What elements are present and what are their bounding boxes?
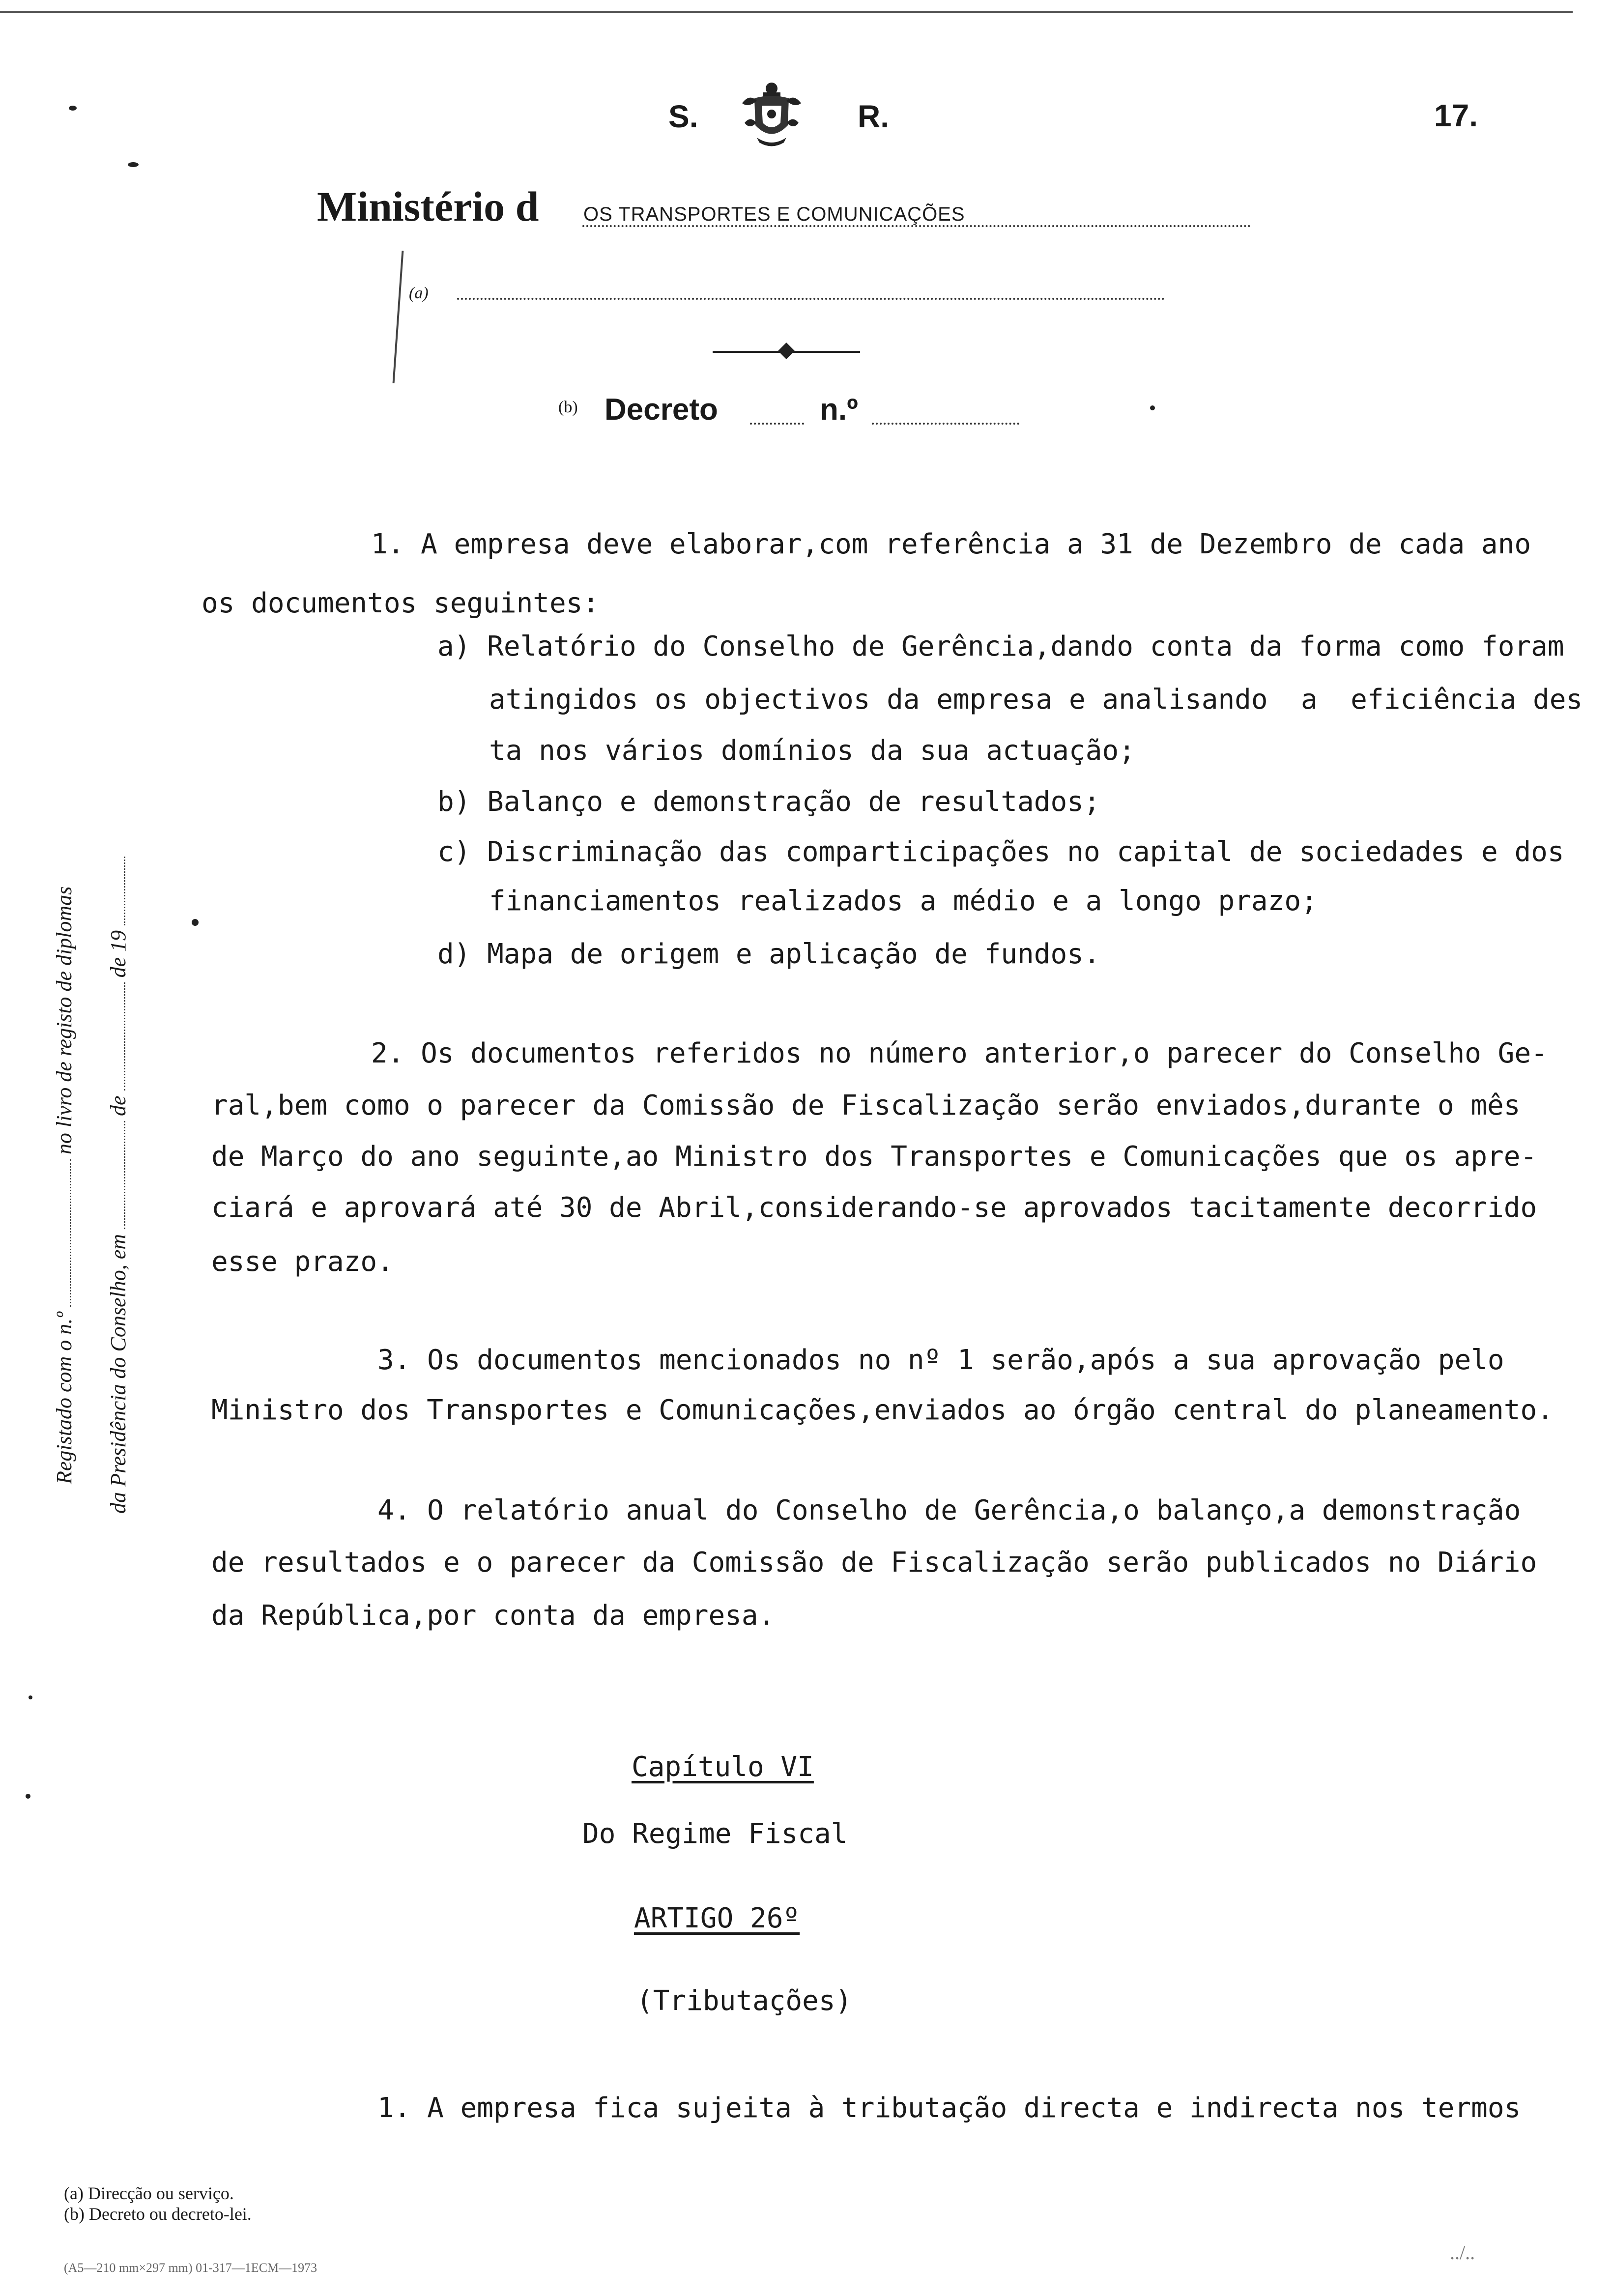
bottom-continuation-mark: ../.. bbox=[1450, 2241, 1475, 2264]
paragraph-2-line-3: de Março do ano seguinte,ao Ministro dos Transportes e Comunicações que os apre- bbox=[211, 1141, 1537, 1173]
scan-speck bbox=[192, 919, 199, 926]
ministry-name: OS TRANSPORTES E COMUNICAÇÕES bbox=[583, 203, 965, 225]
margin-stroke bbox=[393, 251, 404, 383]
ornament-diamond-icon bbox=[778, 343, 795, 359]
margin-date-note bbox=[106, 852, 131, 1514]
scan-speck bbox=[128, 162, 139, 167]
paragraph-3-line-1: 3. Os documentos mencionados no nº 1 serão,após a sua aprovação pelo bbox=[377, 1344, 1504, 1376]
paragraph-1-line-1: 1. A empresa deve elaborar,com referência a 31 de Dezembro de cada ano bbox=[371, 528, 1531, 560]
item-b: b) Balanço e demonstração de resultados; bbox=[437, 786, 1100, 818]
page-number: 17. bbox=[1434, 98, 1478, 133]
field-a-dotted-line bbox=[457, 298, 1165, 300]
paragraph-2-line-1: 2. Os documentos referidos no número anterior,o parecer do Conselho Ge- bbox=[371, 1037, 1548, 1069]
paragraph-4-line-3: da República,por conta da empresa. bbox=[211, 1600, 775, 1632]
article-title: (Tributações) bbox=[636, 1985, 852, 2017]
number-label: n.º bbox=[820, 393, 858, 427]
item-c-line-2: financiamentos realizados a médio e a longo prazo; bbox=[489, 885, 1318, 917]
scan-speck bbox=[26, 1794, 30, 1799]
paragraph-2-line-5: esse prazo. bbox=[211, 1246, 394, 1278]
top-border-line bbox=[0, 11, 1573, 13]
field-a-label: (a) bbox=[409, 284, 429, 302]
ministry-dotted-line bbox=[582, 225, 1251, 227]
scan-speck bbox=[1150, 405, 1155, 410]
item-a-line-2: atingidos os objectivos da empresa e analisando a eficiência des bbox=[489, 684, 1583, 716]
paragraph-2-line-4: ciará e aprovará até 30 de Abril,considerando-se aprovados tacitamente decorrido bbox=[211, 1192, 1537, 1224]
margin-note-part4: de bbox=[106, 1095, 130, 1116]
coat-of-arms-icon bbox=[740, 79, 804, 150]
footnote-a: (a) Direcção ou serviço. bbox=[64, 2183, 234, 2203]
paragraph-3-line-2: Ministro dos Transportes e Comunicações,enviados ao órgão central do planeamento. bbox=[211, 1394, 1554, 1426]
ministry-prefix: Ministério d bbox=[317, 183, 539, 230]
footnote-b: (b) Decreto ou decreto-lei. bbox=[64, 2204, 252, 2224]
margin-note-part1: Registado com o n.º bbox=[52, 1312, 76, 1484]
paragraph-5-line-1: 1. A empresa fica sujeita à tributação directa e indirecta nos termos bbox=[377, 2092, 1521, 2124]
chapter-title: Do Regime Fiscal bbox=[582, 1818, 848, 1850]
article-heading: ARTIGO 26º bbox=[634, 1902, 800, 1934]
field-b-label: (b) bbox=[558, 398, 578, 416]
paragraph-2-line-2: ral,bem como o parecer da Comissão de Fiscalização serão enviados,durante o mês bbox=[211, 1090, 1521, 1121]
paragraph-1-line-2: os documentos seguintes: bbox=[202, 587, 600, 619]
item-a-line-3: ta nos vários domínios da sua actuação; bbox=[489, 735, 1135, 767]
printer-imprint: (A5—210 mm×297 mm) 01-317—1ECM—1973 bbox=[64, 2261, 317, 2275]
paragraph-4-line-1: 4. O relatório anual do Conselho de Gerência,o balanço,a demonstração bbox=[377, 1494, 1521, 1526]
margin-note-part3: da Presidência do Conselho, em bbox=[106, 1234, 130, 1514]
item-d: d) Mapa de origem e aplicação de fundos. bbox=[437, 938, 1100, 970]
chapter-heading: Capítulo VI bbox=[632, 1751, 814, 1783]
margin-note-part5: de 19 bbox=[106, 930, 130, 978]
decreto-label: Decreto bbox=[604, 393, 718, 427]
paragraph-4-line-2: de resultados e o parecer da Comissão de Fiscalização serão publicados no Diário bbox=[211, 1547, 1537, 1578]
r-label: R. bbox=[858, 99, 889, 134]
item-a-line-1: a) Relatório do Conselho de Gerência,dando conta da forma como foram bbox=[437, 631, 1564, 662]
margin-registration-note bbox=[52, 887, 77, 1484]
margin-note-part2: no livro de registo de diplomas bbox=[52, 886, 76, 1155]
decreto-type-dotted-line bbox=[750, 423, 804, 425]
s-label: S. bbox=[668, 99, 698, 134]
decree-number-dotted-line bbox=[872, 423, 1019, 425]
scan-speck bbox=[29, 1695, 32, 1699]
item-c-line-1: c) Discriminação das comparticipações no capital de sociedades e dos bbox=[437, 836, 1564, 868]
scan-speck bbox=[69, 106, 77, 111]
